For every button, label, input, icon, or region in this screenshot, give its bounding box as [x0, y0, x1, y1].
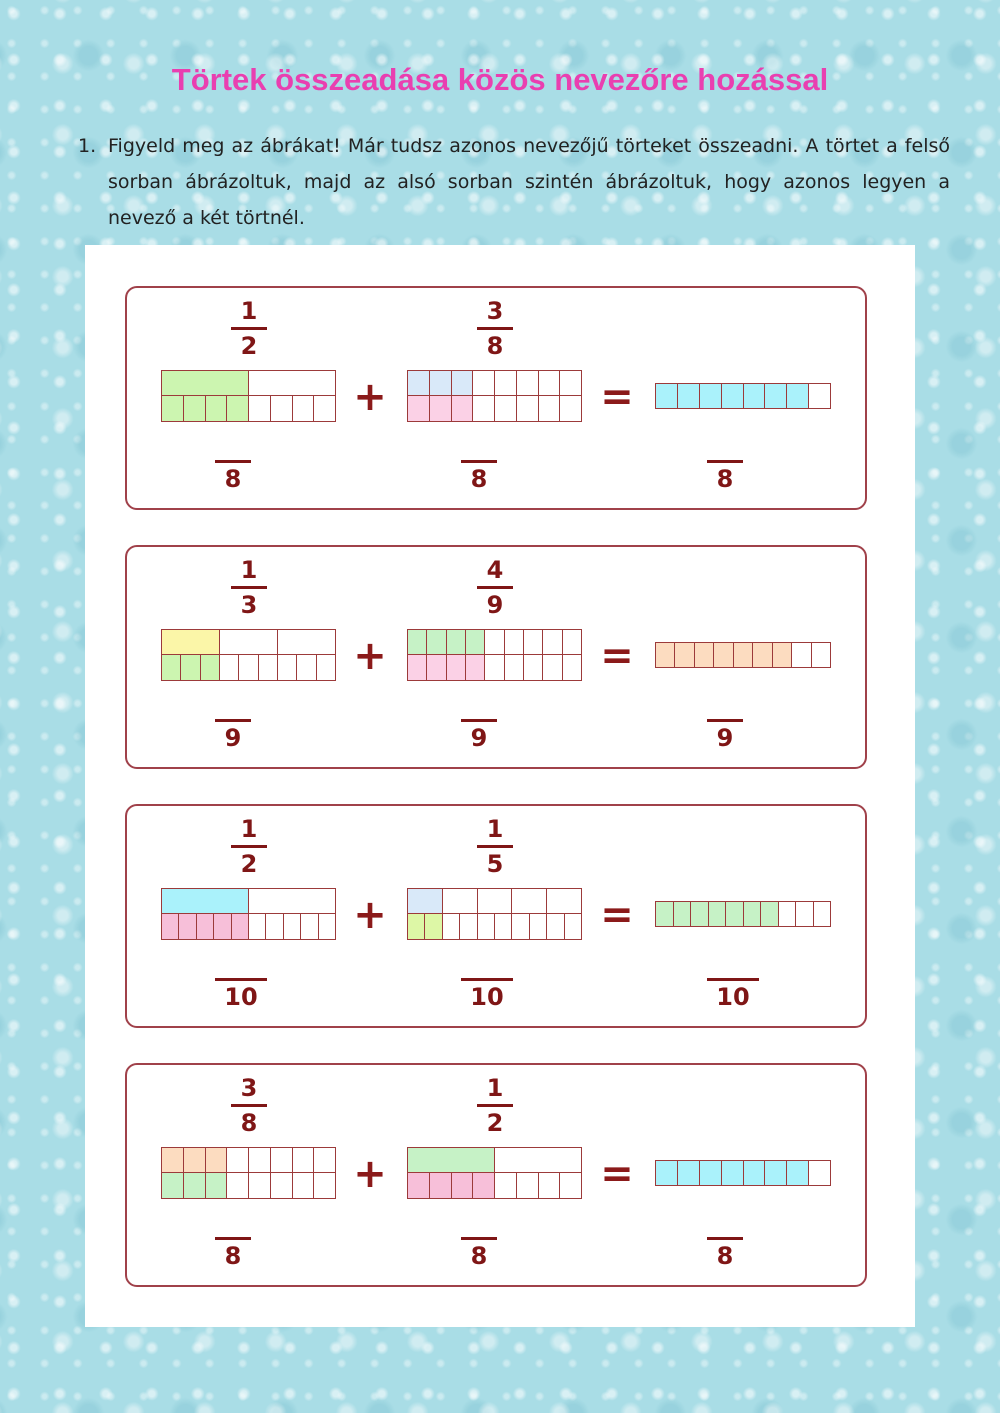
fraction-b [477, 814, 513, 879]
answer-denominator-3 [707, 460, 743, 493]
exercise-card-3 [125, 804, 867, 1028]
result-cell[interactable] [656, 384, 677, 408]
model-cell[interactable] [516, 1173, 538, 1198]
result-cell[interactable] [743, 1161, 765, 1185]
fraction-a [231, 814, 267, 879]
model-cell[interactable] [248, 1173, 270, 1198]
model-row-original [407, 1147, 582, 1173]
result-model [655, 383, 831, 409]
fraction-bar [231, 1104, 267, 1107]
model-cell[interactable] [459, 914, 476, 939]
answer-denominator-3 [707, 1237, 743, 1270]
answer-fraction-bar[interactable] [461, 460, 497, 463]
result-cell[interactable] [772, 643, 791, 667]
fraction-a [231, 296, 267, 361]
result-cell[interactable] [699, 384, 721, 408]
model-cell[interactable] [248, 889, 335, 913]
model-cell[interactable] [313, 396, 335, 421]
fraction-bar [477, 327, 513, 330]
model-cell[interactable] [226, 1173, 248, 1198]
model-cell[interactable] [465, 630, 484, 654]
result-model [655, 1160, 831, 1186]
model-cell[interactable] [564, 914, 581, 939]
model-cell[interactable] [494, 1148, 581, 1172]
model-cell[interactable] [231, 914, 248, 939]
model-cell[interactable] [270, 1173, 292, 1198]
model-cell[interactable] [542, 655, 561, 680]
plus-sign: + [353, 892, 387, 938]
answer-fraction-bar[interactable] [461, 1237, 497, 1240]
model-cell[interactable] [516, 371, 538, 395]
model-cell[interactable] [183, 1148, 205, 1172]
fraction-numerator: 1 [240, 556, 258, 584]
page-title: Törtek összeadása közös nevezőre hozással [171, 62, 829, 97]
result-cell[interactable] [656, 643, 674, 667]
model-cell[interactable] [504, 630, 523, 654]
model-cell[interactable] [429, 371, 451, 395]
fraction-b [477, 296, 513, 361]
fraction-numerator: 3 [486, 297, 504, 325]
result-cell[interactable] [656, 1161, 677, 1185]
result-cell[interactable] [721, 1161, 743, 1185]
model-cell[interactable] [523, 655, 542, 680]
model-cell[interactable] [426, 655, 445, 680]
answer-fraction-bar[interactable] [215, 460, 251, 463]
result-cell[interactable] [760, 902, 778, 926]
answer-fraction-bar[interactable] [461, 978, 513, 981]
result-cell[interactable] [764, 384, 786, 408]
fraction-numerator: 4 [486, 556, 504, 584]
model-cell[interactable] [494, 371, 516, 395]
model-row-original [407, 629, 582, 655]
answer-denominator-1 [215, 719, 251, 752]
model-cell[interactable] [265, 914, 282, 939]
result-cell[interactable] [786, 1161, 808, 1185]
answer-denominator-1 [215, 978, 267, 1011]
result-cell[interactable] [811, 643, 830, 667]
result-cell[interactable] [721, 384, 743, 408]
model-cell[interactable] [316, 655, 335, 680]
result-cell[interactable] [786, 384, 808, 408]
result-cell[interactable] [713, 643, 732, 667]
model-cell[interactable] [162, 889, 248, 913]
fraction-bar [231, 327, 267, 330]
model-cell[interactable] [484, 630, 503, 654]
model-cell[interactable] [283, 914, 300, 939]
model-row-original [407, 370, 582, 396]
model-cell[interactable] [408, 630, 426, 654]
fraction-denominator: 5 [486, 850, 504, 878]
result-cell[interactable] [743, 902, 761, 926]
fraction-denominator: 2 [240, 332, 258, 360]
model-cell[interactable] [538, 371, 560, 395]
result-cell[interactable] [795, 902, 813, 926]
model-cell[interactable] [451, 396, 473, 421]
result-cell[interactable] [752, 643, 771, 667]
model-cell[interactable] [292, 396, 314, 421]
model-cell[interactable] [408, 889, 442, 913]
model-cell[interactable] [300, 914, 317, 939]
equals-sign: = [600, 374, 634, 420]
model-cell[interactable] [446, 630, 465, 654]
model-cell[interactable] [424, 914, 441, 939]
denominator-value: 10 [716, 983, 750, 1011]
fraction-bar [477, 1104, 513, 1107]
result-model [655, 642, 831, 668]
model-cell[interactable] [426, 630, 445, 654]
model-row-converted [161, 396, 336, 422]
model-row-original [407, 888, 582, 914]
model-cell[interactable] [542, 630, 561, 654]
model-cell[interactable] [451, 1173, 473, 1198]
model-row-converted [407, 1173, 582, 1199]
fraction-numerator: 3 [240, 1074, 258, 1102]
answer-fraction-bar[interactable] [707, 460, 743, 463]
model-cell[interactable] [477, 914, 494, 939]
model-cell[interactable] [277, 655, 296, 680]
denominator-value: 9 [470, 724, 488, 752]
model-cell[interactable] [408, 1148, 494, 1172]
fraction-model-b [407, 629, 582, 681]
model-cell[interactable] [226, 1148, 248, 1172]
result-cell[interactable] [725, 902, 743, 926]
fraction-model-b [407, 888, 582, 940]
answer-denominator-1 [215, 460, 251, 493]
model-row-original [161, 1147, 336, 1173]
result-cell[interactable] [690, 902, 708, 926]
result-cell[interactable] [791, 643, 810, 667]
fraction-numerator: 1 [486, 1074, 504, 1102]
model-cell[interactable] [270, 396, 292, 421]
model-cell[interactable] [446, 655, 465, 680]
model-cell[interactable] [313, 1173, 335, 1198]
model-cell[interactable] [408, 1173, 429, 1198]
exercise-sheet [85, 245, 915, 1327]
fraction-model-a [161, 1147, 336, 1199]
denominator-value: 8 [716, 465, 734, 493]
denominator-value: 8 [470, 465, 488, 493]
denominator-value: 8 [224, 1242, 242, 1270]
model-cell[interactable] [408, 655, 426, 680]
answer-fraction-bar[interactable] [215, 719, 251, 722]
model-cell[interactable] [538, 396, 560, 421]
model-cell[interactable] [559, 1173, 581, 1198]
model-cell[interactable] [562, 630, 581, 654]
model-cell[interactable] [205, 1148, 227, 1172]
model-cell[interactable] [292, 1148, 314, 1172]
fraction-model-b [407, 370, 582, 422]
model-cell[interactable] [213, 914, 230, 939]
answer-fraction-bar[interactable] [461, 719, 497, 722]
model-row-original [161, 370, 336, 396]
model-cell[interactable] [529, 914, 546, 939]
model-cell[interactable] [546, 889, 581, 913]
model-cell[interactable] [205, 1173, 227, 1198]
result-cell[interactable] [656, 902, 673, 926]
result-cell[interactable] [808, 384, 830, 408]
model-cell[interactable] [292, 1173, 314, 1198]
model-cell[interactable] [226, 396, 248, 421]
fraction-denominator: 8 [486, 332, 504, 360]
model-cell[interactable] [408, 914, 424, 939]
model-cell[interactable] [523, 630, 542, 654]
fraction-denominator: 9 [486, 591, 504, 619]
fraction-numerator: 1 [240, 815, 258, 843]
fraction-numerator: 1 [240, 297, 258, 325]
model-cell[interactable] [162, 655, 180, 680]
model-cell[interactable] [248, 371, 335, 395]
model-row-original [161, 888, 336, 914]
fraction-denominator: 3 [240, 591, 258, 619]
fraction-a [231, 555, 267, 620]
denominator-value: 10 [470, 983, 504, 1011]
plus-sign: + [353, 1151, 387, 1197]
model-cell[interactable] [494, 1173, 516, 1198]
model-cell[interactable] [429, 1173, 451, 1198]
exercise-card-2 [125, 545, 867, 769]
model-row-converted [161, 655, 336, 681]
result-cell[interactable] [699, 1161, 721, 1185]
instruction-number: 1. [78, 135, 97, 157]
model-cell[interactable] [494, 914, 511, 939]
result-cell[interactable] [813, 902, 831, 926]
plus-sign: + [353, 374, 387, 420]
model-row-converted [407, 396, 582, 422]
denominator-value: 8 [470, 1242, 488, 1270]
model-row-original [161, 629, 336, 655]
fraction-bar [231, 586, 267, 589]
result-cell[interactable] [764, 1161, 786, 1185]
plus-sign: + [353, 633, 387, 679]
model-cell[interactable] [270, 1148, 292, 1172]
fraction-model-a [161, 370, 336, 422]
fraction-model-b [407, 1147, 582, 1199]
model-cell[interactable] [546, 914, 563, 939]
model-cell[interactable] [196, 914, 213, 939]
fraction-bar [477, 845, 513, 848]
answer-fraction-bar[interactable] [215, 1237, 251, 1240]
model-cell[interactable] [511, 889, 546, 913]
result-cell[interactable] [778, 902, 796, 926]
model-cell[interactable] [162, 1173, 183, 1198]
model-cell[interactable] [162, 1148, 183, 1172]
result-cell[interactable] [743, 384, 765, 408]
fraction-numerator: 1 [486, 815, 504, 843]
equals-sign: = [600, 1151, 634, 1197]
model-cell[interactable] [180, 655, 199, 680]
model-cell[interactable] [248, 1148, 270, 1172]
model-cell[interactable] [162, 396, 183, 421]
model-cell[interactable] [408, 396, 429, 421]
model-cell[interactable] [559, 371, 581, 395]
model-cell[interactable] [258, 655, 277, 680]
fraction-denominator: 2 [486, 1109, 504, 1137]
model-cell[interactable] [494, 396, 516, 421]
model-cell[interactable] [248, 914, 265, 939]
model-cell[interactable] [183, 396, 205, 421]
answer-denominator-2 [461, 978, 513, 1011]
answer-denominator-2 [461, 1237, 497, 1270]
result-cell[interactable] [674, 643, 693, 667]
result-cell[interactable] [708, 902, 726, 926]
model-cell[interactable] [442, 914, 459, 939]
model-cell[interactable] [451, 371, 473, 395]
model-cell[interactable] [219, 655, 238, 680]
result-cell[interactable] [677, 384, 699, 408]
answer-fraction-bar[interactable] [707, 978, 759, 981]
fraction-b [477, 1073, 513, 1138]
model-cell[interactable] [472, 396, 494, 421]
fraction-bar [477, 586, 513, 589]
result-cell[interactable] [677, 1161, 699, 1185]
answer-fraction-bar[interactable] [215, 978, 267, 981]
model-cell[interactable] [313, 1148, 335, 1172]
model-cell[interactable] [465, 655, 484, 680]
model-cell[interactable] [511, 914, 528, 939]
model-cell[interactable] [162, 371, 248, 395]
denominator-value: 8 [224, 465, 242, 493]
equals-sign: = [600, 892, 634, 938]
result-model [655, 901, 831, 927]
fraction-b [477, 555, 513, 620]
model-cell[interactable] [200, 655, 219, 680]
model-cell[interactable] [504, 655, 523, 680]
denominator-value: 9 [716, 724, 734, 752]
model-row-converted [161, 914, 336, 940]
model-cell[interactable] [248, 396, 270, 421]
fraction-model-a [161, 629, 336, 681]
denominator-value: 8 [716, 1242, 734, 1270]
fraction-denominator: 8 [240, 1109, 258, 1137]
model-cell[interactable] [408, 371, 429, 395]
fraction-model-a [161, 888, 336, 940]
fraction-a [231, 1073, 267, 1138]
result-cell[interactable] [808, 1161, 830, 1185]
model-cell[interactable] [178, 914, 195, 939]
answer-denominator-2 [461, 719, 497, 752]
model-cell[interactable] [318, 914, 335, 939]
model-row-converted [407, 914, 582, 940]
fraction-denominator: 2 [240, 850, 258, 878]
model-cell[interactable] [516, 396, 538, 421]
model-cell[interactable] [472, 371, 494, 395]
model-cell[interactable] [562, 655, 581, 680]
model-cell[interactable] [472, 1173, 494, 1198]
answer-denominator-3 [707, 978, 759, 1011]
instruction [78, 128, 950, 236]
model-cell[interactable] [442, 889, 477, 913]
result-cell[interactable] [733, 643, 752, 667]
answer-fraction-bar[interactable] [707, 719, 743, 722]
model-cell[interactable] [296, 655, 315, 680]
instruction-text: Figyeld meg az ábrákat! Már tudsz azonos nevezőjű törteket összeadni. A törtet a felső sorban ábrázoltuk, majd az alsó sorban szintén ábrázoltuk, hogy azonos legyen a nevező a két törtnél. [108, 135, 950, 229]
fraction-bar [231, 845, 267, 848]
model-cell[interactable] [538, 1173, 560, 1198]
model-cell[interactable] [429, 396, 451, 421]
answer-fraction-bar[interactable] [707, 1237, 743, 1240]
model-row-converted [161, 1173, 336, 1199]
answer-denominator-1 [215, 1237, 251, 1270]
result-cell[interactable] [673, 902, 691, 926]
denominator-value: 9 [224, 724, 242, 752]
equals-sign: = [600, 633, 634, 679]
model-cell[interactable] [484, 655, 503, 680]
exercise-card-4 [125, 1063, 867, 1287]
model-cell[interactable] [162, 914, 178, 939]
model-row-converted [407, 655, 582, 681]
model-cell[interactable] [183, 1173, 205, 1198]
denominator-value: 10 [224, 983, 258, 1011]
answer-denominator-3 [707, 719, 743, 752]
model-cell[interactable] [238, 655, 257, 680]
exercise-card-1 [125, 286, 867, 510]
model-cell[interactable] [277, 630, 335, 654]
model-cell[interactable] [162, 630, 219, 654]
model-cell[interactable] [219, 630, 277, 654]
model-cell[interactable] [559, 396, 581, 421]
model-cell[interactable] [477, 889, 512, 913]
answer-denominator-2 [461, 460, 497, 493]
model-cell[interactable] [205, 396, 227, 421]
result-cell[interactable] [694, 643, 713, 667]
